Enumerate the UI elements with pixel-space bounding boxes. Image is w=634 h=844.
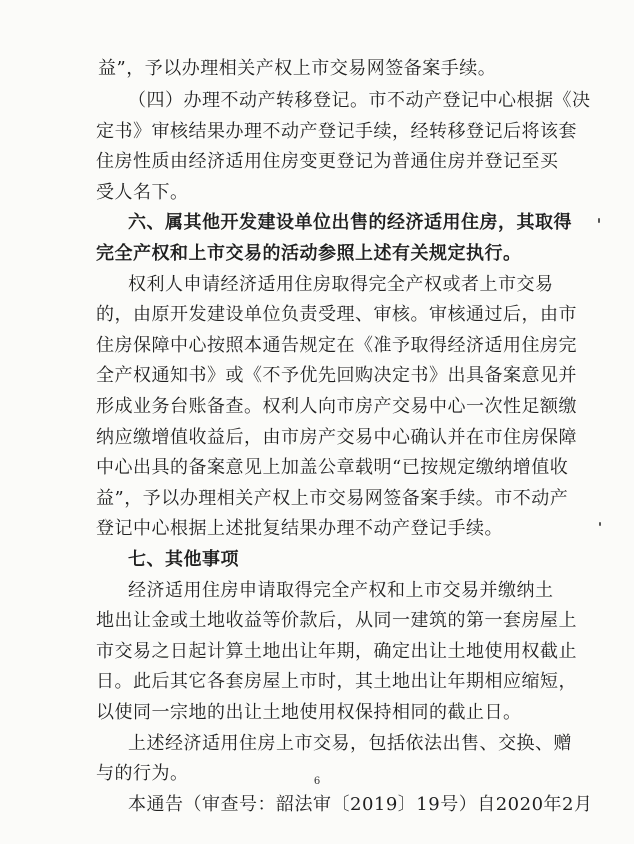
text-line: 定书》审核结果办理不动产登记手续，经转移登记后将该套: [96, 121, 577, 142]
text-line: 权利人申请经济适用住房取得完全产权或者上市交易: [128, 274, 554, 295]
text-line: 登记中心根据上述批复结果办理不动产登记手续。: [96, 518, 503, 539]
scan-mark: [599, 522, 601, 526]
section-heading: 完全产权和上市交易的活动参照上述有关规定执行。: [96, 243, 522, 264]
text-line: 形成业务台账备查。权利人向市房产交易中心一次性足额缴: [96, 396, 577, 417]
text-line: 日。此后其它各套房屋上市时，其土地出让年期相应缩短，: [96, 671, 577, 692]
text-line: 益”，予以办理相关产权上市交易网签备案手续。市不动产: [96, 488, 569, 509]
text-line: 地出让金或土地收益等价款后，从同一建筑的第一套房屋上: [96, 610, 577, 631]
text-line: （四）办理不动产转移登记。市不动产登记中心根据《决: [128, 90, 591, 111]
text-line: 受人名下。: [96, 182, 189, 203]
text-line: 的，由原开发建设单位负责受理、审核。审核通过后，由市: [96, 304, 577, 325]
page-number: 6: [313, 776, 321, 787]
text-line: 全产权通知书》或《不予优先回购决定书》出具备案意见并: [96, 365, 577, 386]
section-heading: 六、属其他开发建设单位出售的经济适用住房，其取得: [128, 212, 572, 233]
text-line: 本通告（审查号：韶法审〔2019〕19号）自2020年2月: [128, 794, 593, 815]
section-heading: 七、其他事项: [128, 549, 239, 570]
text-line: 与的行为。: [96, 763, 189, 784]
text-line: 中心出具的备案意见上加盖公章载明“已按规定缴纳增值收: [96, 457, 569, 478]
text-line: 市交易之日起计算土地出让年期，确定出让土地使用权截止: [96, 641, 577, 662]
text-line: 经济适用住房申请取得完全产权和上市交易并缴纳土: [128, 580, 554, 601]
scan-mark: [598, 218, 600, 223]
text-line: 以使同一宗地的出让土地使用权保持相同的截止日。: [96, 702, 522, 723]
text-line: 住房性质由经济适用住房变更登记为普通住房并登记至买: [96, 151, 559, 172]
text-line: 上述经济适用住房上市交易，包括依法出售、交换、赠: [128, 733, 572, 754]
text-line: 益”，予以办理相关产权上市交易网签备案手续。: [98, 58, 497, 79]
text-line: 住房保障中心按照本通告规定在《准予取得经济适用住房完: [96, 335, 577, 356]
text-line: 纳应缴增值收益后，由市房产交易中心确认并在市住房保障: [96, 427, 577, 448]
